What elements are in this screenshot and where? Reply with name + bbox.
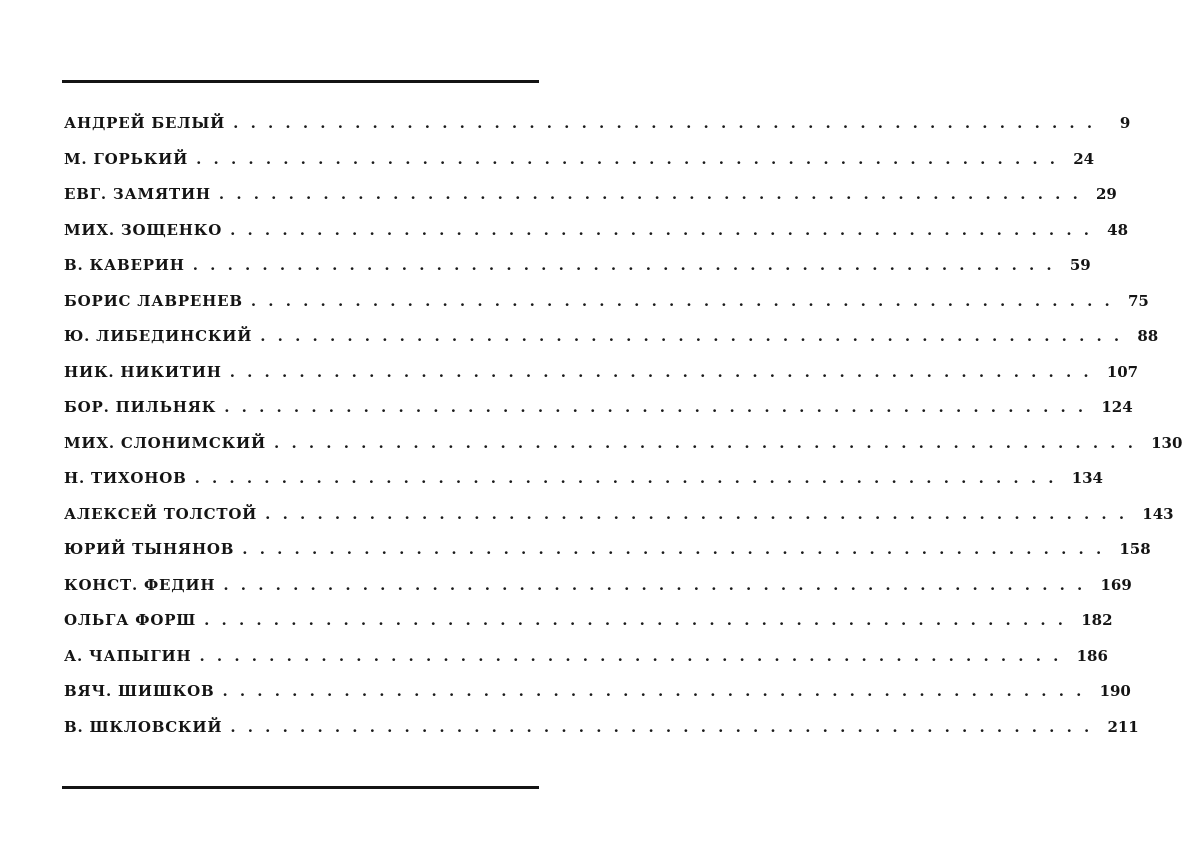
- dot-leader: ..................................................: [250, 291, 1122, 310]
- dot-leader: ..................................................: [223, 575, 1095, 594]
- page-number: 9: [1119, 114, 1131, 132]
- toc-entry: [64, 362, 1139, 399]
- page-number: 124: [1101, 398, 1133, 416]
- author-name: Н. ТИХОНОВ: [64, 469, 187, 487]
- author-name: В. ШКЛОВСКИЙ: [64, 717, 223, 736]
- page-number: 186: [1076, 646, 1108, 665]
- author-name: БОР. ПИЛЬНЯК: [64, 398, 217, 416]
- top-rule: [62, 80, 539, 83]
- dot-leader: ..................................................: [230, 717, 1102, 736]
- author-name: АЛЕКСЕЙ ТОЛСТОЙ: [64, 504, 258, 523]
- page-number: 24: [1073, 149, 1095, 168]
- page-number: 59: [1069, 256, 1091, 274]
- dot-leader: ..................................................: [265, 504, 1137, 523]
- toc-entry: [64, 149, 1095, 186]
- toc-entry: [64, 575, 1132, 612]
- page-number: 182: [1081, 611, 1113, 629]
- author-name: В. КАВЕРИН: [64, 256, 185, 274]
- page-number: 88: [1137, 327, 1159, 345]
- toc-entry: [64, 611, 1113, 647]
- author-name: М. ГОРЬКИЙ: [64, 149, 189, 168]
- dot-leader: ..................................................: [260, 327, 1132, 345]
- dot-leader: ..................................................: [242, 540, 1114, 558]
- author-name: НИК. НИКИТИН: [64, 362, 222, 381]
- author-name: БОРИС ЛАВРЕНЕВ: [64, 291, 243, 310]
- toc-entry: [64, 682, 1131, 718]
- toc-entry: [64, 220, 1129, 257]
- toc-entry: [64, 185, 1117, 221]
- toc-entry: [64, 398, 1133, 434]
- dot-leader: ..................................................: [192, 256, 1064, 274]
- dot-leader: ..................................................: [194, 469, 1066, 487]
- author-name: ЮРИЙ ТЫНЯНОВ: [64, 540, 235, 558]
- toc-entry: [64, 504, 1174, 541]
- dot-leader: ..................................................: [274, 433, 1146, 452]
- page-number: 75: [1127, 291, 1149, 310]
- dot-leader: ..................................................: [196, 149, 1068, 168]
- toc-entry: [64, 114, 1131, 150]
- page-number: 107: [1106, 362, 1139, 381]
- page-number: 158: [1119, 540, 1151, 558]
- page-number: 143: [1142, 504, 1174, 523]
- toc-entry: [64, 327, 1159, 363]
- page-number: 48: [1107, 220, 1129, 239]
- author-name: ВЯЧ. ШИШКОВ: [64, 682, 215, 700]
- author-name: АНДРЕЙ БЕЛЫЙ: [64, 114, 226, 132]
- toc-entry: [64, 717, 1139, 754]
- author-name: А. ЧАПЫГИН: [64, 646, 192, 665]
- author-name: МИХ. ЗОЩЕНКО: [64, 220, 223, 239]
- dot-leader: ..................................................: [230, 220, 1102, 239]
- bottom-rule: [62, 786, 539, 789]
- dot-leader: ..................................................: [233, 114, 1105, 132]
- page-number: 190: [1099, 682, 1131, 700]
- page-number: 134: [1071, 469, 1103, 487]
- dot-leader: ..................................................: [218, 185, 1090, 203]
- dot-leader: ..................................................: [222, 682, 1094, 700]
- toc-entry: [64, 469, 1103, 505]
- page-number: 130: [1151, 433, 1182, 452]
- dot-leader: ..................................................: [229, 362, 1101, 381]
- table-of-contents: [64, 114, 1182, 753]
- toc-entry: [64, 256, 1091, 292]
- toc-entry: [64, 646, 1108, 683]
- author-name: КОНСТ. ФЕДИН: [64, 575, 216, 594]
- toc-entry: [64, 291, 1149, 328]
- dot-leader: ..................................................: [204, 611, 1076, 629]
- toc-entry: [64, 433, 1182, 470]
- dot-leader: ..................................................: [199, 646, 1071, 665]
- author-name: Ю. ЛИБЕДИНСКИЙ: [64, 327, 253, 345]
- toc-entry: [64, 540, 1151, 576]
- dot-leader: ..................................................: [224, 398, 1096, 416]
- page-number: 211: [1107, 717, 1139, 736]
- author-name: ЕВГ. ЗАМЯТИН: [64, 185, 211, 203]
- page-number: 169: [1100, 575, 1132, 594]
- page-number: 29: [1096, 185, 1117, 203]
- author-name: ОЛЬГА ФОРШ: [64, 611, 197, 629]
- author-name: МИХ. СЛОНИМСКИЙ: [64, 433, 267, 452]
